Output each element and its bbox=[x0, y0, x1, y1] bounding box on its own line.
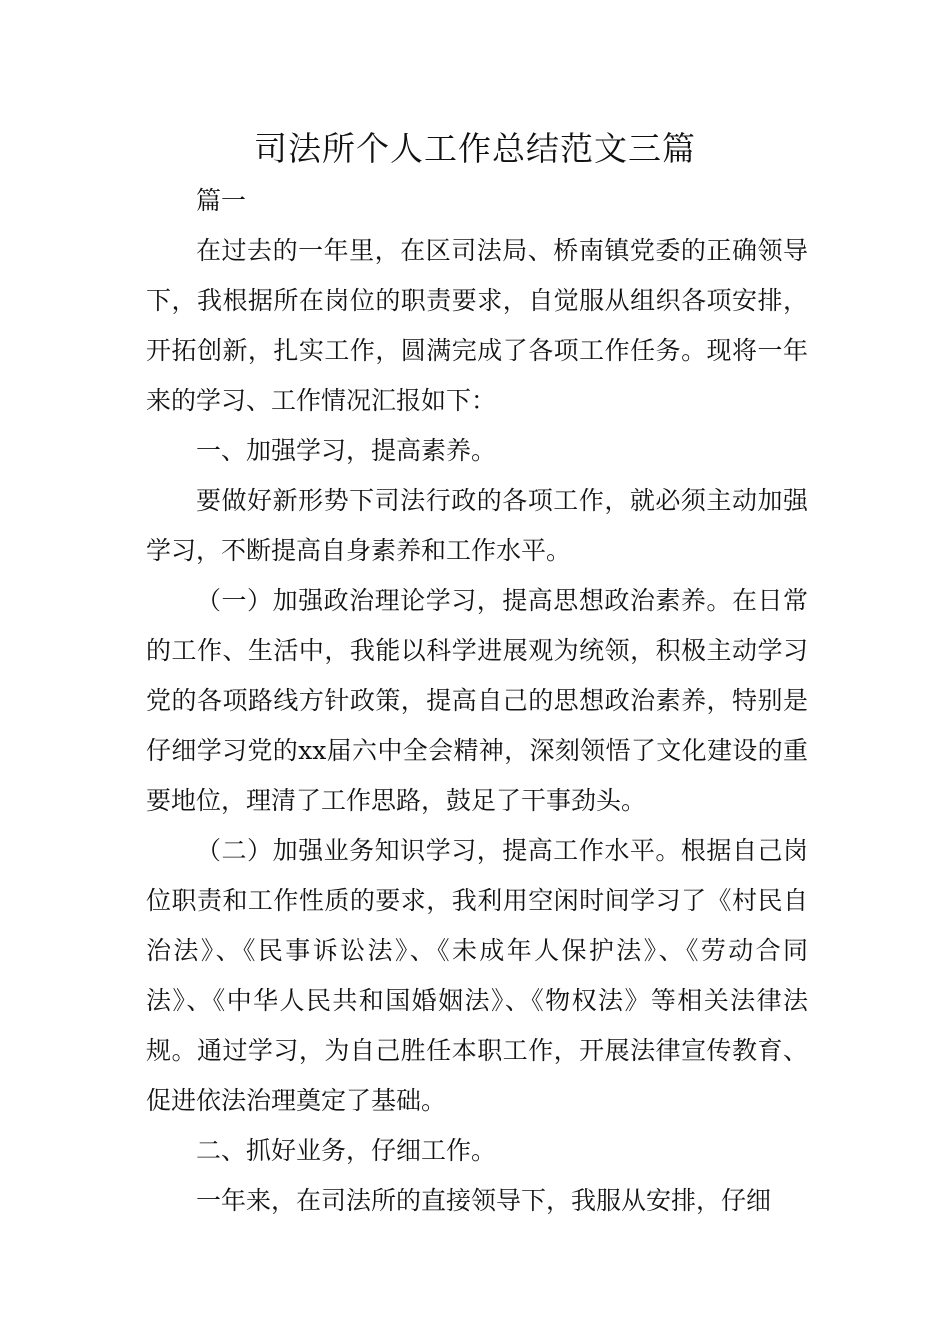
section-heading-part-one: 篇一 bbox=[196, 186, 247, 215]
paragraph: 要做好新形势下司法行政的各项工作，就必须主动加强学习，不断提高自身素养和工作水平。 bbox=[146, 486, 808, 565]
paragraph: 一年来，在司法所的直接领导下，我服从安排，仔细 bbox=[196, 1186, 772, 1215]
document-body bbox=[146, 176, 808, 1226]
paragraph: （二）加强业务知识学习，提高工作水平。根据自己岗位职责和工作性质的要求，我利用空闲时间学习了《村民自治法》、《民事诉讼法》、《未成年人保护法》、《劳动合同法》、《中华人民共和国婚姻法》、《物权法》等相关法律法规。通过学习，为自己胜任本职工作，开展法律宣传教育、促进依法治理奠定了基础。 bbox=[146, 836, 808, 1115]
intro-paragraph: 在过去的一年里，在区司法局、桥南镇党委的正确领导下，我根据所在岗位的职责要求，自觉服从组织各项安排，开拓创新，扎实工作，圆满完成了各项工作任务。现将一年来的学习、工作情况汇报如下： bbox=[146, 236, 808, 415]
paragraph: （一）加强政治理论学习，提高思想政治素养。在日常的工作、生活中，我能以科学进展观为统领，积极主动学习党的各项路线方针政策，提高自己的思想政治素养，特别是仔细学习党的xx届六中全会精神，深刻领悟了文化建设的重要地位，理清了工作思路，鼓足了干事劲头。 bbox=[146, 586, 808, 815]
document-title: 司法所个人工作总结范文三篇 bbox=[254, 129, 696, 168]
section-heading-work: 二、抓好业务，仔细工作。 bbox=[196, 1136, 497, 1165]
section-heading-study: 一、加强学习，提高素养。 bbox=[196, 436, 497, 465]
